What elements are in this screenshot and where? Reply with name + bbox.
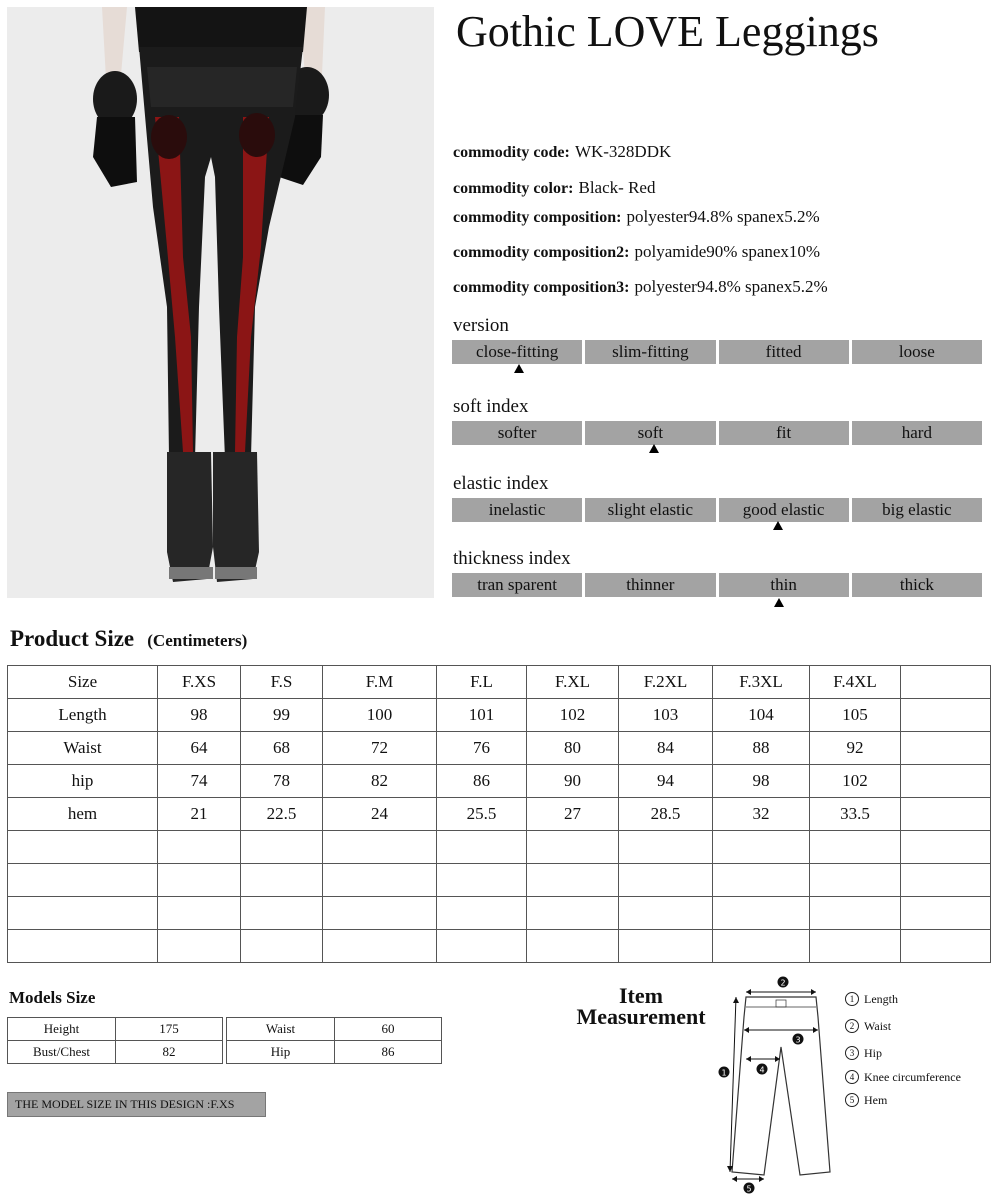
table-row [8,1018,223,1041]
thickness-index-scale [452,573,982,597]
table-cell: Bust/Chest [8,1041,116,1064]
table-cell: 33.5 [810,798,901,831]
table-cell: F.XL [527,666,619,699]
table-cell: 175 [116,1018,223,1041]
legend-number-icon: 4 [845,1070,859,1084]
legend-hem [845,1093,887,1108]
table-cell [323,864,437,897]
thickness-index-option: thin [719,573,849,597]
elastic-index-option: slight elastic [585,498,715,522]
table-cell [901,831,991,864]
marker-4: 4 [759,1065,765,1075]
table-cell [619,897,713,930]
pants-outline [732,997,830,1175]
attr-composition3 [453,277,828,297]
model-size-note: THE MODEL SIZE IN THIS DESIGN :F.XS [7,1092,266,1117]
version-option: fitted [719,340,849,364]
table-cell: 98 [713,765,810,798]
table-cell: 99 [241,699,323,732]
pants-measurement-diagram [708,972,842,1198]
table-cell [437,831,527,864]
table-cell: 78 [241,765,323,798]
elastic-index-option: inelastic [452,498,582,522]
table-cell [901,864,991,897]
attr-composition2 [453,242,820,262]
thickness-index-option: thick [852,573,982,597]
soft-index-option: hard [852,421,982,445]
legend-number-icon: 3 [845,1046,859,1060]
table-cell [8,930,158,963]
table-cell [619,831,713,864]
table-cell [158,864,241,897]
legend-knee [845,1070,961,1085]
product-size-unit: (Centimeters) [147,631,248,650]
table-cell: 105 [810,699,901,732]
version-scale [452,340,982,364]
table-cell: 90 [527,765,619,798]
table-cell [437,930,527,963]
table-cell [8,831,158,864]
table-row [8,699,991,732]
version-option: slim-fitting [585,340,715,364]
attr-label: commodity composition: [453,209,622,226]
thickness-index-title: thickness index [453,548,571,569]
attr-label: commodity composition2: [453,244,630,261]
table-cell: 27 [527,798,619,831]
table-cell: 92 [810,732,901,765]
table-cell [713,930,810,963]
thickness-index-option: thinner [585,573,715,597]
table-cell [901,765,991,798]
table-cell: Hip [227,1041,335,1064]
table-cell: 80 [527,732,619,765]
attr-value: polyamide90% spanex10% [634,242,821,261]
table-cell: 84 [619,732,713,765]
table-cell [241,897,323,930]
table-cell [901,930,991,963]
table-cell: Waist [227,1018,335,1041]
table-cell [527,864,619,897]
attr-value: polyester94.8% spanex5.2% [626,207,820,226]
table-cell: F.S [241,666,323,699]
legend-label: Hem [864,1093,888,1107]
table-cell: hem [8,798,158,831]
table-cell: Size [8,666,158,699]
table-row [8,666,991,699]
table-cell: 24 [323,798,437,831]
marker-1: 1 [721,1068,727,1078]
table-cell: F.M [323,666,437,699]
legend-label: Length [864,992,898,1006]
legend-number-icon: 2 [845,1019,859,1033]
table-cell: 22.5 [241,798,323,831]
table-cell: 21 [158,798,241,831]
table-cell: 102 [810,765,901,798]
thickness-index-selected-marker-icon [774,598,784,607]
table-cell [158,831,241,864]
product-size-table [7,665,991,963]
table-cell: Length [8,699,158,732]
table-cell: 82 [116,1041,223,1064]
table-cell: 28.5 [619,798,713,831]
elastic-index-title: elastic index [453,473,549,494]
table-cell [901,732,991,765]
table-cell: hip [8,765,158,798]
elastic-index-option: big elastic [852,498,982,522]
version-selected-marker-icon [514,364,524,373]
table-cell [241,930,323,963]
product-title: Gothic LOVE Leggings [456,7,879,56]
table-cell [8,864,158,897]
table-cell [713,831,810,864]
legend-label: Waist [864,1019,892,1033]
soft-index-option: fit [719,421,849,445]
legend-hip [845,1046,882,1061]
table-cell [901,798,991,831]
table-cell [810,831,901,864]
soft-index-option: soft [585,421,715,445]
table-cell: 100 [323,699,437,732]
table-cell: Waist [8,732,158,765]
table-cell [323,897,437,930]
table-row [8,831,991,864]
marker-2: 2 [780,978,786,988]
leggings-illustration [7,7,434,598]
table-cell: 98 [158,699,241,732]
table-cell [527,831,619,864]
attr-label: commodity code: [453,144,570,161]
legend-number-icon: 1 [845,992,859,1006]
product-size-heading [10,626,247,652]
table-cell: 102 [527,699,619,732]
table-row [227,1041,442,1064]
table-row [8,798,991,831]
product-size-title: Product Size [10,626,135,651]
table-cell: 82 [323,765,437,798]
table-cell: F.2XL [619,666,713,699]
table-cell: 64 [158,732,241,765]
table-cell: 86 [437,765,527,798]
attr-value: Black- Red [578,178,656,197]
soft-index-title: soft index [453,396,529,417]
attr-commodity-code [453,142,671,162]
table-cell [901,699,991,732]
soft-index-scale [452,421,982,445]
table-cell: Height [8,1018,116,1041]
table-cell [241,864,323,897]
table-cell [323,930,437,963]
table-cell: 101 [437,699,527,732]
table-cell [323,831,437,864]
version-option: loose [852,340,982,364]
models-size-table-right [226,1017,442,1064]
table-cell [437,864,527,897]
soft-index-option: softer [452,421,582,445]
table-cell [901,666,991,699]
legend-number-icon: 5 [845,1093,859,1107]
table-cell: 32 [713,798,810,831]
models-size-title: Models Size [9,988,96,1007]
table-cell [901,897,991,930]
table-row [227,1018,442,1041]
table-cell [8,897,158,930]
soft-index-selected-marker-icon [649,444,659,453]
table-row [8,1041,223,1064]
table-cell [527,930,619,963]
table-row [8,732,991,765]
attr-value: polyester94.8% spanex5.2% [634,277,828,296]
table-cell: 94 [619,765,713,798]
table-cell [810,930,901,963]
table-cell [713,864,810,897]
table-cell: F.4XL [810,666,901,699]
table-cell [619,864,713,897]
table-cell: 68 [241,732,323,765]
attr-commodity-color [453,178,655,198]
table-cell: 103 [619,699,713,732]
elastic-index-scale [452,498,982,522]
version-title: version [453,315,509,336]
models-size-table-left [7,1017,223,1064]
marker-5: 5 [746,1184,752,1194]
table-cell: 74 [158,765,241,798]
product-photo [7,7,434,598]
attr-label: commodity color: [453,180,574,197]
legend-waist [845,1019,891,1034]
table-cell [158,930,241,963]
attr-composition [453,207,820,227]
table-cell [810,897,901,930]
table-row [8,765,991,798]
table-cell: 104 [713,699,810,732]
version-option: close-fitting [452,340,582,364]
attr-label: commodity composition3: [453,279,630,296]
elastic-index-selected-marker-icon [773,521,783,530]
table-cell [527,897,619,930]
table-cell [437,897,527,930]
table-row [8,864,991,897]
table-cell: 76 [437,732,527,765]
table-row [8,930,991,963]
table-cell: 88 [713,732,810,765]
marker-3: 3 [795,1035,801,1045]
legend-label: Knee circumference [864,1070,961,1084]
table-row [8,897,991,930]
table-cell: F.L [437,666,527,699]
table-cell: F.3XL [713,666,810,699]
legend-label: Hip [864,1046,882,1060]
table-cell [810,864,901,897]
item-measurement-title: Item Measurement [576,983,706,1029]
table-cell: 86 [335,1041,442,1064]
table-cell: 25.5 [437,798,527,831]
attr-value: WK-328DDK [574,142,672,161]
table-cell: 60 [335,1018,442,1041]
table-cell: F.XS [158,666,241,699]
table-cell [158,897,241,930]
table-cell [241,831,323,864]
table-cell [713,897,810,930]
elastic-index-option: good elastic [719,498,849,522]
legend-length [845,992,898,1007]
table-cell: 72 [323,732,437,765]
thickness-index-option: tran sparent [452,573,582,597]
table-cell [619,930,713,963]
